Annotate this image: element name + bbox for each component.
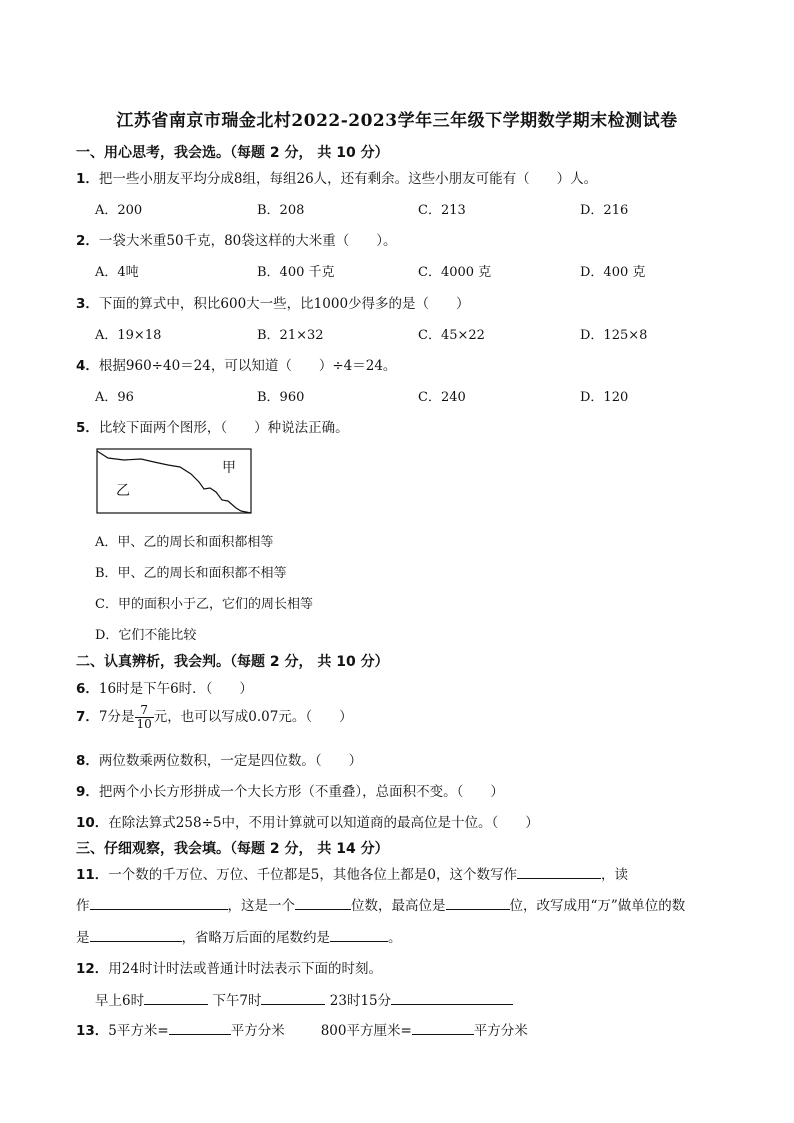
section-heading-3: 三、仔细观察，我会填。（每题 2 分， 共 14 分） [76, 841, 389, 857]
page-title: 江苏省南京市瑞金北村2022-2023学年三年级下学期数学期末检测试卷 [116, 111, 678, 131]
fraction-numerator: 7 [135, 704, 154, 718]
question-text: ，读 [600, 867, 628, 883]
question-5 [76, 416, 349, 436]
question-6 [76, 677, 253, 697]
question-text: 16时是下午6时．（ ） [98, 681, 253, 697]
option-b[interactable]: B．甲、乙的周长和面积都不相等 [95, 566, 287, 581]
option-d[interactable]: D．125×8 [580, 328, 648, 343]
question-12-answers [95, 989, 513, 1009]
question-10 [76, 811, 539, 831]
question-text: 位数，最高位是 [351, 898, 446, 914]
question-7 [76, 704, 353, 731]
question-text: ，这是一个 [227, 898, 295, 914]
question-number: 1． [76, 171, 99, 187]
question-11-line-3 [76, 926, 402, 946]
question-text: 在除法算式258÷5中，不用计算就可以知道商的最高位是十位。（ ） [108, 815, 539, 831]
answer-blank-approx[interactable] [330, 927, 388, 942]
option-a[interactable]: A．4吨 [95, 265, 139, 280]
answer-blank-time-2[interactable] [261, 990, 325, 1005]
question-number: 11． [76, 867, 109, 883]
question-number: 13． [76, 1023, 109, 1039]
question-number: 10． [76, 815, 109, 831]
label-jia: 甲 [222, 460, 236, 476]
option-d[interactable]: D．400 克 [580, 265, 646, 280]
question-4 [76, 354, 396, 374]
time-label-2: 下午7时 [212, 993, 262, 1009]
question-text: 把一些小朋友平均分成8组，每组26人，还有剩余。这些小朋友可能有（ ）人。 [98, 171, 598, 187]
question-11-line-2 [76, 894, 685, 914]
option-c[interactable]: C．240 [418, 390, 466, 405]
question-text: 800平方厘米= [320, 1023, 412, 1039]
question-text: 一袋大米重50千克，80袋这样的大米重（ ）。 [98, 233, 397, 249]
label-yi: 乙 [116, 483, 130, 499]
question-number: 7． [76, 709, 99, 725]
question-9 [76, 780, 504, 800]
question-text: 把两个小长方形拼成一个大长方形（不重叠），总面积不变。（ ） [98, 784, 504, 800]
time-label-1: 早上6时 [95, 993, 145, 1009]
answer-blank-sq-1[interactable] [169, 1020, 231, 1035]
option-d[interactable]: D．120 [580, 390, 629, 405]
answer-blank-time-1[interactable] [144, 990, 208, 1005]
question-text: 5平方米= [108, 1023, 169, 1039]
answer-blank-digits[interactable] [295, 895, 351, 910]
option-b[interactable]: B．400 千克 [257, 265, 335, 280]
answer-blank-wan-unit[interactable] [90, 927, 182, 942]
option-d[interactable]: D．216 [580, 203, 629, 218]
figure-outline [97, 449, 251, 513]
option-a[interactable]: A．19×18 [95, 328, 162, 343]
option-c[interactable]: C．甲的面积小于乙，它们的周长相等 [95, 597, 313, 612]
question-text: 位，改写成用“万”做单位的数 [509, 898, 686, 914]
answer-blank-written[interactable] [517, 864, 601, 879]
fraction-denominator: 10 [136, 717, 152, 731]
question-text: 根据960÷40＝24，可以知道（ ）÷4＝24。 [98, 358, 397, 374]
option-b[interactable]: B．208 [257, 203, 305, 218]
option-d[interactable]: D．它们不能比较 [95, 628, 197, 643]
question-number: 3． [76, 296, 99, 312]
answer-blank-time-3[interactable] [391, 990, 513, 1005]
question-text: 一个数的千万位、万位、千位都是5，其他各位上都是0，这个数写作 [108, 867, 517, 883]
question-text: 用24时计时法或普通计时法表示下面的时刻。 [108, 961, 382, 977]
question-text: 比较下面两个图形，（ ）种说法正确。 [98, 420, 349, 436]
time-label-3: 23时15分 [329, 993, 392, 1009]
section-heading-1: 一、用心思考，我会选。（每题 2 分， 共 10 分） [76, 145, 389, 161]
question-text-pre: 7分是 [98, 709, 135, 725]
question-text: 下面的算式中，积比600大一些，比1000少得多的是（ ） [98, 296, 470, 312]
option-b[interactable]: B．960 [257, 390, 305, 405]
question-text: 平方分米 [230, 1023, 285, 1039]
question-text: 是 [76, 930, 90, 946]
question-13 [76, 1019, 528, 1039]
answer-blank-read[interactable] [90, 895, 228, 910]
answer-blank-sq-2[interactable] [412, 1020, 474, 1035]
question-number: 4． [76, 358, 99, 374]
option-c[interactable]: C．45×22 [418, 328, 485, 343]
option-a[interactable]: A．200 [95, 203, 143, 218]
question-number: 5． [76, 420, 99, 436]
question-2 [76, 229, 397, 249]
option-c[interactable]: C．4000 克 [418, 265, 492, 280]
option-c[interactable]: C．213 [418, 203, 466, 218]
question-text: ，省略万后面的尾数约是 [181, 930, 330, 946]
question-number: 8． [76, 753, 99, 769]
question-text-post: 元，也可以写成0.07元。（ ） [153, 709, 353, 725]
question-1 [76, 167, 597, 187]
option-a[interactable]: A．甲、乙的周长和面积都相等 [95, 535, 274, 550]
question-3 [76, 292, 470, 312]
question-number: 9． [76, 784, 99, 800]
shape-figure [96, 448, 254, 516]
section-heading-2: 二、认真辨析，我会判。（每题 2 分， 共 10 分） [76, 654, 389, 670]
question-12 [76, 957, 382, 977]
question-8 [76, 749, 362, 769]
question-text: 两位数乘两位数积，一定是四位数。（ ） [98, 753, 363, 769]
question-number: 12． [76, 961, 109, 977]
question-number: 6． [76, 681, 99, 697]
question-text: 。 [388, 930, 402, 946]
answer-blank-highest-place[interactable] [446, 895, 510, 910]
fraction [135, 704, 154, 731]
question-11-line-1 [76, 863, 628, 883]
option-b[interactable]: B．21×32 [257, 328, 324, 343]
question-text: 平方分米 [473, 1023, 528, 1039]
question-number: 2． [76, 233, 99, 249]
option-a[interactable]: A．96 [95, 390, 134, 405]
question-text: 作 [76, 898, 90, 914]
